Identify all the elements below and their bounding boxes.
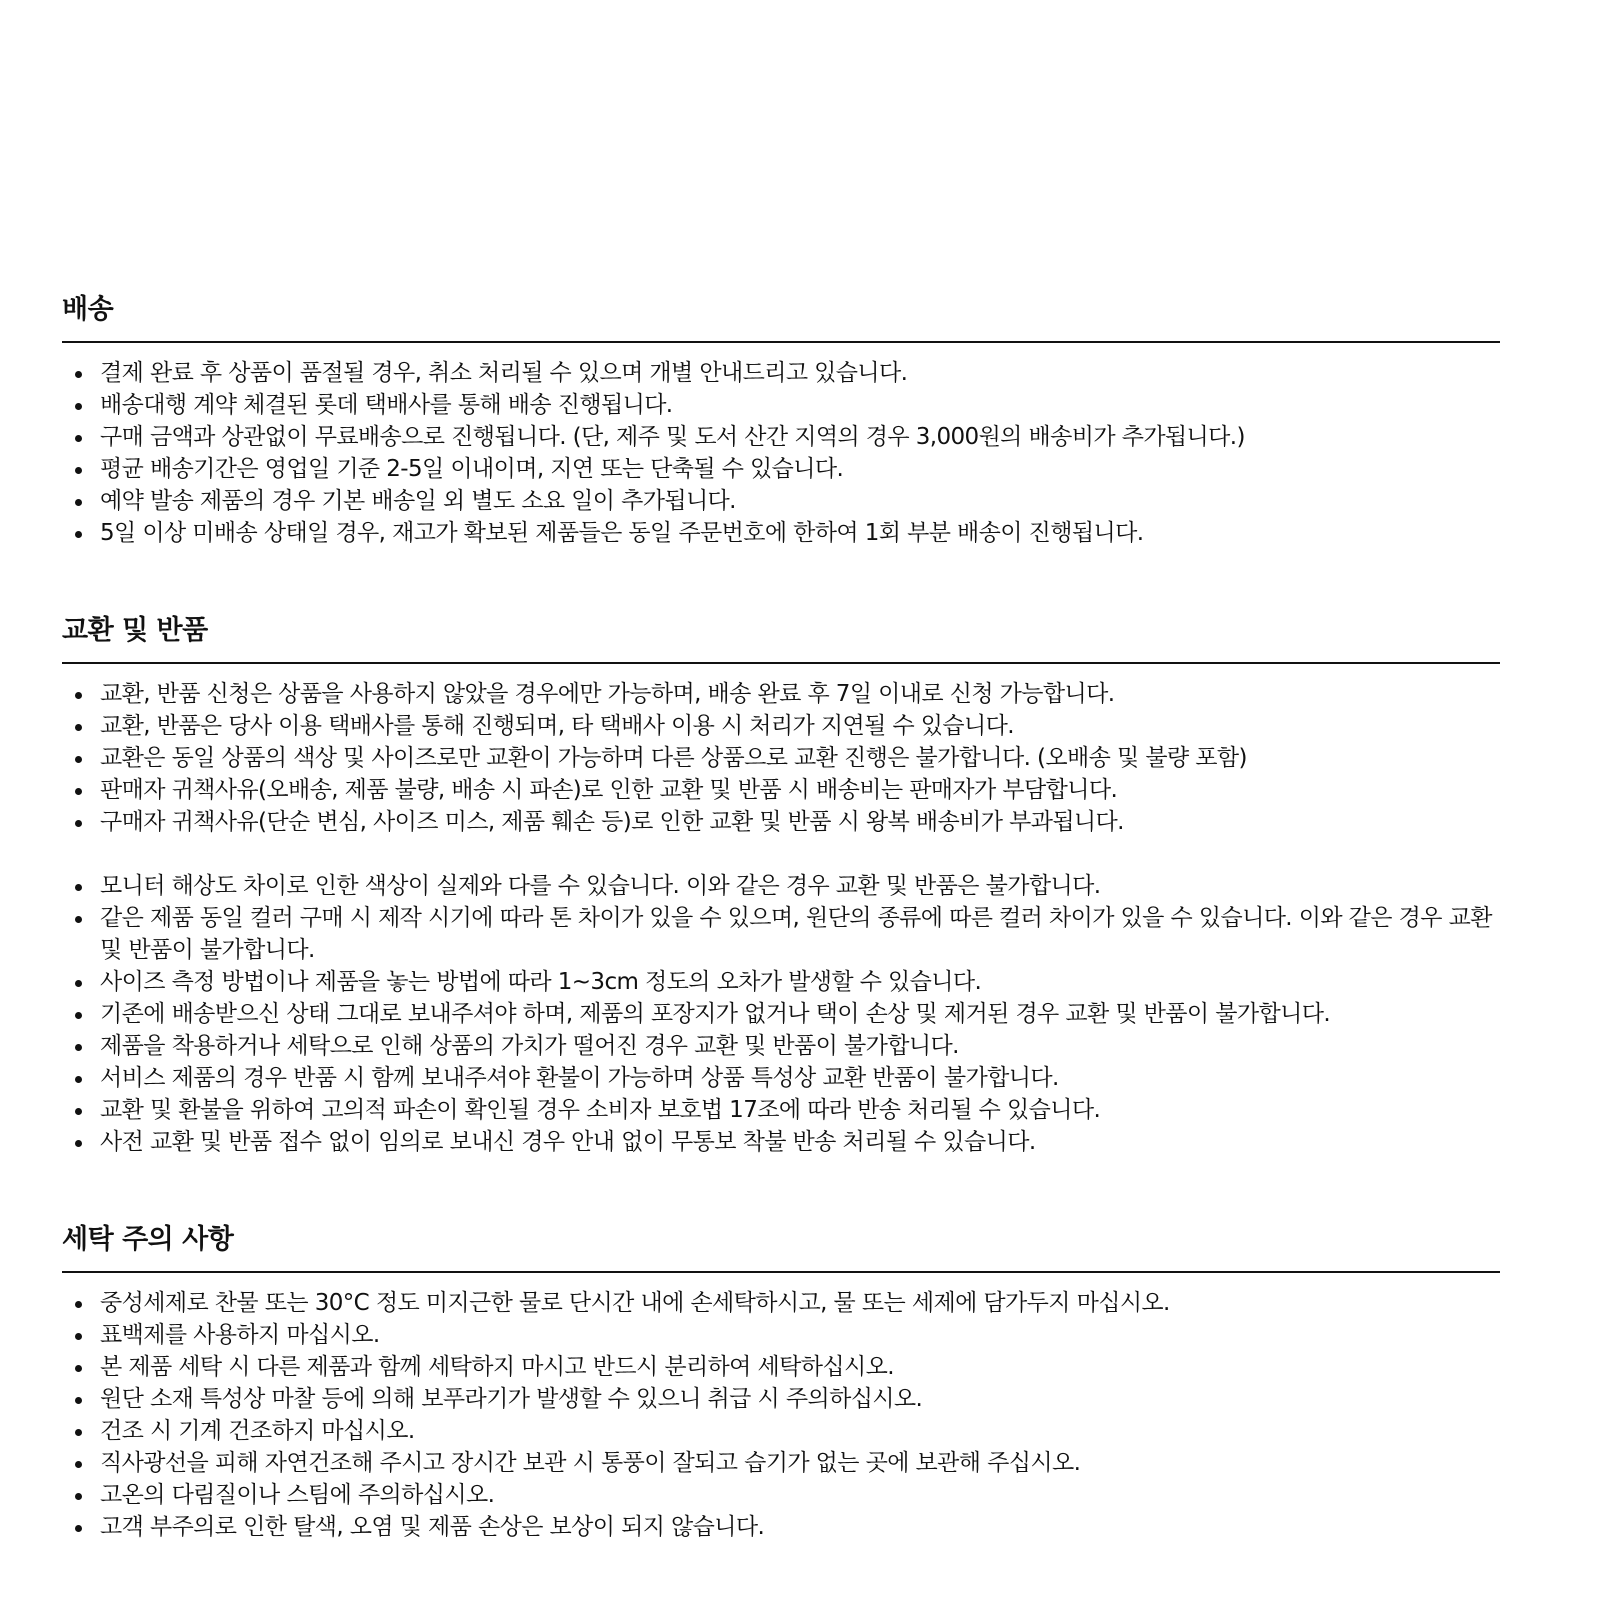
list-item: 고온의 다림질이나 스팀에 주의하십시오. [62, 1479, 1500, 1511]
list-item: 구매 금액과 상관없이 무료배송으로 진행됩니다. (단, 제주 및 도서 산간 지역의 경우 3,000원의 배송비가 추가됩니다.) [62, 421, 1500, 453]
list-item: 모니터 해상도 차이로 인한 색상이 실제와 다를 수 있습니다. 이와 같은 경우 교환 및 반품은 불가합니다. [62, 870, 1500, 902]
list-item: 사전 교환 및 반품 접수 없이 임의로 보내신 경우 안내 없이 무통보 착불 반송 처리될 수 있습니다. [62, 1126, 1500, 1158]
list-item: 고객 부주의로 인한 탈색, 오염 및 제품 손상은 보상이 되지 않습니다. [62, 1511, 1500, 1543]
care-list [62, 1273, 1500, 1543]
list-item: 같은 제품 동일 컬러 구매 시 제작 시기에 따라 톤 차이가 있을 수 있으며, 원단의 종류에 따른 컬러 차이가 있을 수 있습니다. 이와 같은 경우 교환 및 반품이 불가합니다. [62, 902, 1500, 966]
list-item: 결제 완료 후 상품이 품절될 경우, 취소 처리될 수 있으며 개별 안내드리고 있습니다. [62, 357, 1500, 389]
list-item: 판매자 귀책사유(오배송, 제품 불량, 배송 시 파손)로 인한 교환 및 반품 시 배송비는 판매자가 부담합니다. [62, 774, 1500, 806]
list-item: 교환, 반품 신청은 상품을 사용하지 않았을 경우에만 가능하며, 배송 완료 후 7일 이내로 신청 가능합니다. [62, 678, 1500, 710]
list-item: 5일 이상 미배송 상태일 경우, 재고가 확보된 제품들은 동일 주문번호에 한하여 1회 부분 배송이 진행됩니다. [62, 517, 1500, 549]
list-item: 표백제를 사용하지 마십시오. [62, 1319, 1500, 1351]
shipping-section-title: 배송 [62, 292, 1500, 343]
list-item: 건조 시 기계 건조하지 마십시오. [62, 1415, 1500, 1447]
exchange-notes-list [62, 870, 1500, 1158]
list-item: 교환, 반품은 당사 이용 택배사를 통해 진행되며, 타 택배사 이용 시 처리가 지연될 수 있습니다. [62, 710, 1500, 742]
list-item: 교환 및 환불을 위하여 고의적 파손이 확인될 경우 소비자 보호법 17조에 따라 반송 처리될 수 있습니다. [62, 1094, 1500, 1126]
care-section-title: 세탁 주의 사항 [62, 1222, 1500, 1273]
list-item: 구매자 귀책사유(단순 변심, 사이즈 미스, 제품 훼손 등)로 인한 교환 및 반품 시 왕복 배송비가 부과됩니다. [62, 806, 1500, 838]
list-item: 중성세제로 찬물 또는 30°C 정도 미지근한 물로 단시간 내에 손세탁하시고, 물 또는 세제에 담가두지 마십시오. [62, 1287, 1500, 1319]
list-item: 교환은 동일 상품의 색상 및 사이즈로만 교환이 가능하며 다른 상품으로 교환 진행은 불가합니다. (오배송 및 불량 포함) [62, 742, 1500, 774]
list-item: 직사광선을 피해 자연건조해 주시고 장시간 보관 시 통풍이 잘되고 습기가 없는 곳에 보관해 주십시오. [62, 1447, 1500, 1479]
list-item: 서비스 제품의 경우 반품 시 함께 보내주셔야 환불이 가능하며 상품 특성상 교환 반품이 불가합니다. [62, 1062, 1500, 1094]
list-item: 예약 발송 제품의 경우 기본 배송일 외 별도 소요 일이 추가됩니다. [62, 485, 1500, 517]
care-section [62, 1222, 1500, 1543]
product-info-page [62, 292, 1500, 1543]
exchange-list [62, 664, 1500, 838]
shipping-list [62, 343, 1500, 549]
list-item: 평균 배송기간은 영업일 기준 2-5일 이내이며, 지연 또는 단축될 수 있습니다. [62, 453, 1500, 485]
list-item: 제품을 착용하거나 세탁으로 인해 상품의 가치가 떨어진 경우 교환 및 반품이 불가합니다. [62, 1030, 1500, 1062]
shipping-section [62, 292, 1500, 549]
exchange-section [62, 613, 1500, 1158]
list-item: 사이즈 측정 방법이나 제품을 놓는 방법에 따라 1~3cm 정도의 오차가 발생할 수 있습니다. [62, 966, 1500, 998]
list-item: 배송대행 계약 체결된 롯데 택배사를 통해 배송 진행됩니다. [62, 389, 1500, 421]
list-item: 기존에 배송받으신 상태 그대로 보내주셔야 하며, 제품의 포장지가 없거나 택이 손상 및 제거된 경우 교환 및 반품이 불가합니다. [62, 998, 1500, 1030]
list-item: 본 제품 세탁 시 다른 제품과 함께 세탁하지 마시고 반드시 분리하여 세탁하십시오. [62, 1351, 1500, 1383]
exchange-section-title: 교환 및 반품 [62, 613, 1500, 664]
list-item: 원단 소재 특성상 마찰 등에 의해 보푸라기가 발생할 수 있으니 취급 시 주의하십시오. [62, 1383, 1500, 1415]
